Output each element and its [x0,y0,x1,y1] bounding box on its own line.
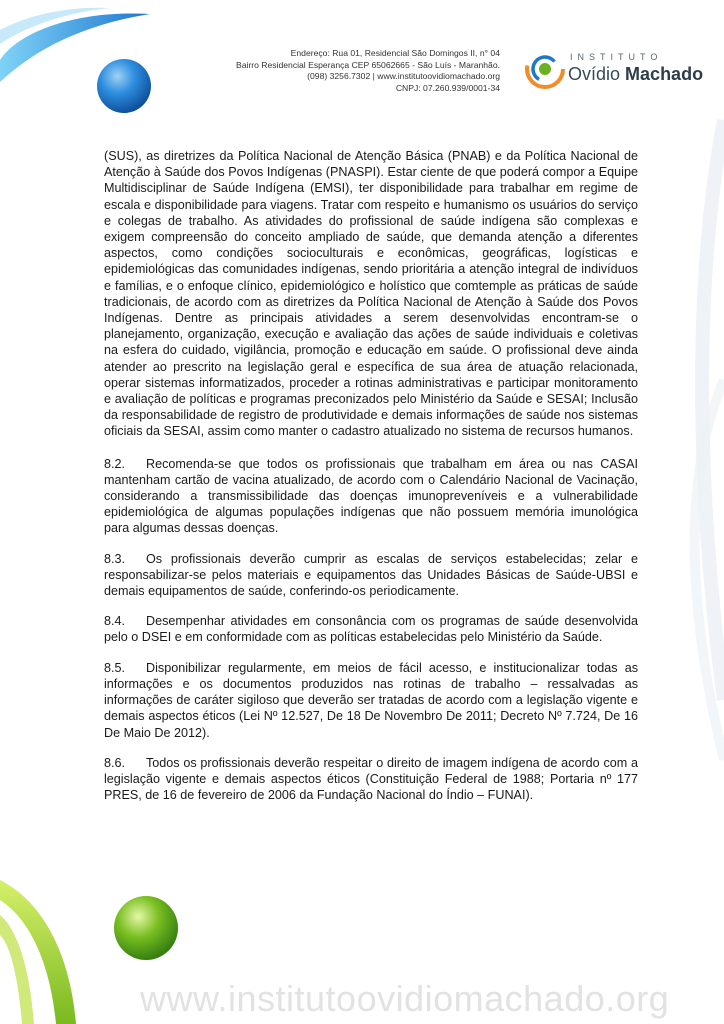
logo-name [568,64,703,85]
item-8-4 [104,613,638,645]
item-text: Disponibilizar regularmente, em meios de fácil acesso, e institucionalizar todas as informações e os documentos produzidos nas rotinas de trabalho – ressalvadas as informações de caráter sigiloso que deverão ser tratadas de acordo com a legislação vigente e demais aspectos éticos (Lei Nº 12.527, De 18 De Novembro De 2011; Decreto Nº 7.724, De 16 De Maio De 2012). [104,660,638,740]
address-line-2: Bairro Residencial Esperança CEP 65062665 - São Luís - Maranhão. [235,59,500,70]
item-number: 8.3. [104,551,126,566]
item-8-3 [104,551,638,600]
address-line-1: Endereço: Rua 01, Residencial São Domingos II, n° 04 [290,48,500,58]
intro-paragraph: (SUS), as diretrizes da Política Nacional de Atenção Básica (PNAB) e da Política Nacional de Atenção à Saúde dos Povos Indígenas (PNASPI). Estar ciente de que poderá compor a Equipe Multidisciplinar de Saúde Indígena (EMSI), ter disponibilidade para trabalhar em regime de escala e disponibilidade para viagens. Tratar com respeito e humanismo os usuários do serviço e colegas de trabalho. As atividades do profissional de saúde indígena são complexas e exigem compreensão do conceito ampliado de saúde, que demanda atenção a diferentes aspectos, como condições socioculturais e econômicas, geográficas, logísticas e epidemiológicas das comunidades indígenas, sendo prioritária a atenção integral de indivíduos e famílias, e o enfoque clínico, epidemiológico e holístico que comtemple as práticas de saúde tradicionais, de acordo com as diretrizes da Política Nacional de Atenção à Saúde dos Povos Indígenas. Dentre as principais atividades a serem desenvolvidas encontram-se o planejamento, organização, execução e avaliação das ações de saúde individuais e coletivas na esfera do cuidado, vigilância, promoção e educação em saúde. O profissional deve ainda atender ao prescrito na legislação geral e específica de sua área de atuação relacionada, operar sistemas informatizados, proceder a rotinas administrativas e participar monitoramento e avaliação de políticas e programas preconizados pelo Ministério da Saúde e SESAI; Inclusão da responsabilidade de registro de produtividade e demais informações de saúde nos sistemas oficiais da SESAI, assim como manter o cadastro atualizado no sistema de recursos humanos. [104,149,638,439]
green-orb-icon [114,896,178,960]
cnpj-line: CNPJ: 07.260.939/0001-34 [395,82,500,93]
blue-swoosh-decoration [0,0,200,150]
item-text: Desempenhar atividades em consonância com os programas de saúde desenvolvida pelo o DSEI e em conformidade com as políticas estabelecidas pelo Ministério da Saúde. [104,614,638,645]
logo-mark-icon [524,48,566,90]
item-8-6 [104,755,638,804]
item-number: 8.4. [104,614,126,629]
instituto-logo [524,44,704,94]
item-text: Recomenda-se que todos os profissionais que trabalham em área ou nas CASAI mantenham cartão de vacina atualizado, de acordo com o Calendário Nacional de Vacinação, considerando a transmissibilidade das doenças imunopreveníveis e a vulnerabilidade epidemiológica de algumas populações indígenas que não possuem memória imunológica para algumas dessas doenças. [104,456,638,536]
item-text: Os profissionais deverão cumprir as escalas de serviços estabelecidas; zelar e responsabilizar-se pelos materiais e equipamentos das Unidades Básicas de Saúde-UBSI e demais equipamentos de saúde, conferindo-os periodicamente. [104,551,638,599]
item-number: 8.2. [104,456,126,471]
blue-orb-icon [97,59,151,113]
item-8-5 [104,660,638,741]
logo-name-regular: Ovídio [568,64,621,84]
item-8-2 [104,456,638,537]
logo-top-word: INSTITUTO [570,52,663,62]
item-number: 8.6. [104,755,126,770]
contact-line: (098) 3256.7302 | www.institutoovidiomachado.org [307,71,500,82]
header-address-block [196,48,500,94]
item-number: 8.5. [104,660,126,675]
footer-watermark-url: www.institutoovidiomachado.org [140,978,670,1019]
logo-name-bold: Machado [625,64,704,84]
item-text: Todos os profissionais deverão respeitar o direito de imagem indígena de acordo com a legislação vigente e demais aspectos éticos (Constituição Federal de 1988; Portaria nº 177 PRES, de 16 de fevereiro de 2006 da Fundação Nacional do Índio – FUNAI). [104,755,638,803]
document-body [104,148,638,817]
